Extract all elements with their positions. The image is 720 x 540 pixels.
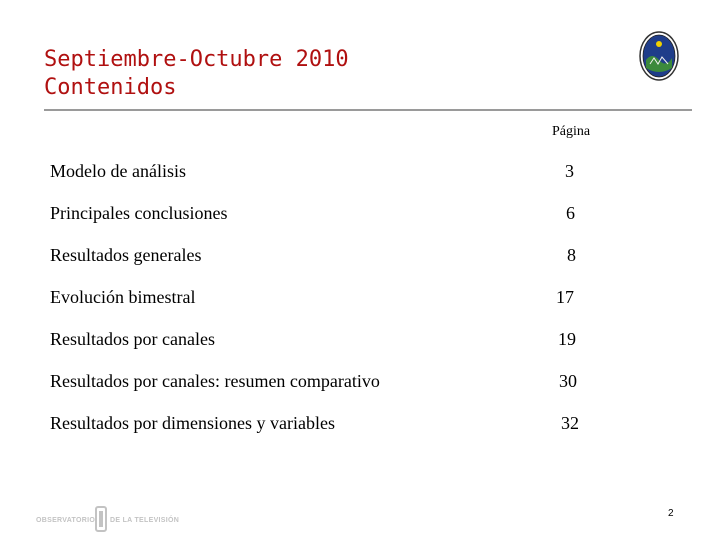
title-line-contents: Contenidos	[44, 75, 177, 100]
toc-item-page: 8	[567, 245, 576, 265]
footer-logo-mark-icon	[95, 506, 107, 532]
toc-item-label: Evolución bimestral	[50, 287, 196, 307]
toc-item-page: 32	[561, 413, 579, 433]
toc-item-page: 30	[559, 371, 577, 391]
toc-row	[0, 327, 720, 351]
toc-item-label: Resultados generales	[50, 245, 202, 265]
toc-item-page: 6	[566, 203, 575, 223]
page-column-header: Página	[552, 124, 591, 139]
toc-row	[0, 243, 720, 267]
footer-logo-left-text: OBSERVATORIO	[36, 517, 96, 524]
toc-row	[0, 159, 720, 183]
toc-item-label: Resultados por dimensiones y variables	[50, 413, 335, 433]
title-line-date: Septiembre-Octubre 2010	[44, 47, 349, 72]
toc-item-label: Resultados por canales: resumen comparativo	[50, 371, 380, 391]
footer-logo-right-text: DE LA TELEVISIÓN	[110, 517, 180, 524]
toc-item-page: 17	[556, 287, 574, 307]
footer-logo	[30, 504, 200, 534]
toc-item-page: 19	[558, 329, 576, 349]
toc-row	[0, 285, 720, 309]
toc-row	[0, 411, 720, 435]
toc-item-label: Modelo de análisis	[50, 161, 186, 181]
slide-number: 2	[668, 508, 674, 519]
toc-item-label: Principales conclusiones	[50, 203, 228, 223]
toc-item-label: Resultados por canales	[50, 329, 215, 349]
toc-row	[0, 201, 720, 225]
toc-row	[0, 369, 720, 393]
toc-item-page: 3	[565, 161, 574, 181]
